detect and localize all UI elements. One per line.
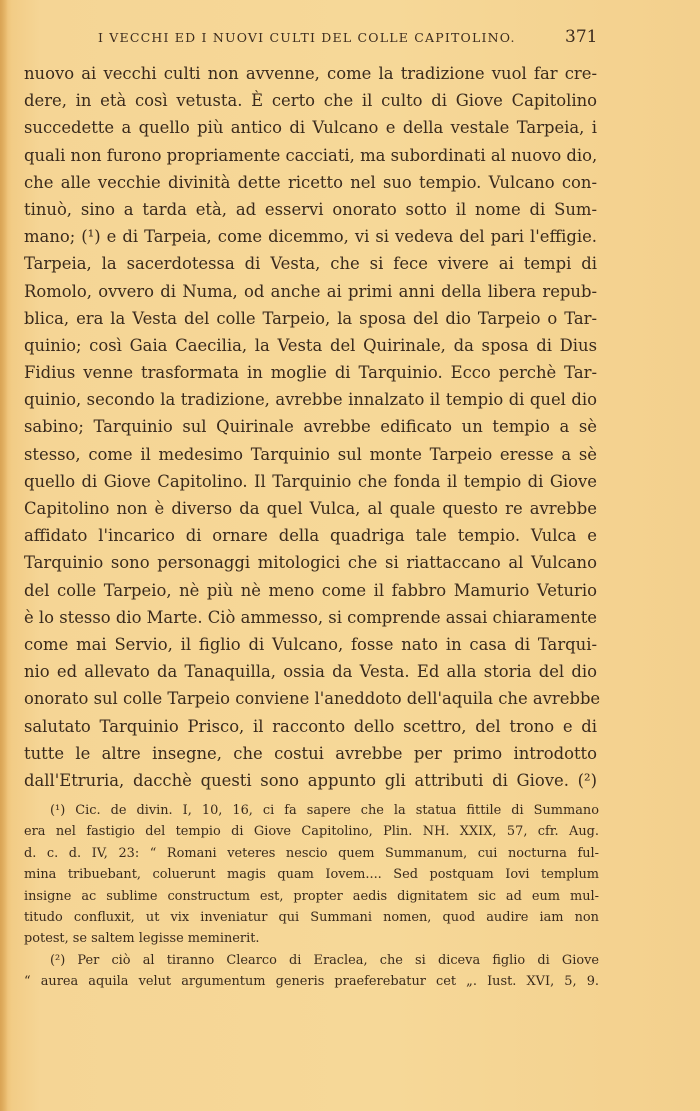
text-line: tutte le altre insegne, che costui avrebbe per primo introdotto [24, 743, 597, 763]
text-line: affidato l'incarico di ornare della quadriga tale tempio. Vulca e [24, 526, 597, 546]
text-line: che alle vecchie divinità dette ricetto nel suo tempio. Vulcano con- [24, 172, 597, 192]
text-line: dall'Etruria, dacchè questi sono appunto gli attributi di Giove. (²) [24, 770, 597, 790]
footnote-line: potest, se saltem legisse meminerit. [24, 931, 260, 947]
footnote-line: insigne ac sublime constructum est, propter aedis dignitatem sic ad eum mul- [24, 888, 599, 904]
text-line: del colle Tarpeio, nè più nè meno come il fabbro Mamurio Veturio [24, 580, 597, 600]
text-line: Capitolino non è diverso da quel Vulca, al quale questo re avrebbe [24, 499, 597, 518]
text-line: mano; (¹) e di Tarpeia, come dicemmo, vi si vedeva del pari l'effigie. [24, 227, 597, 247]
text-line: dere, in età così vetusta. È certo che il culto di Giove Capitolino [24, 91, 597, 111]
running-head [0, 27, 700, 51]
footnote-line: “ aurea aquila velut argumentum generis praeferebatur cet „. Iust. XVI, 5, 9. [24, 974, 599, 990]
text-line: succedette a quello più antico di Vulcano e della vestale Tarpeia, i [24, 118, 597, 138]
text-line: è lo stesso dio Marte. Ciò ammesso, si comprende assai chiaramente [24, 607, 597, 627]
page-number: 371 [565, 27, 598, 47]
text-line: quinio, secondo la tradizione, avrebbe innalzato il tempio di quel dio [24, 390, 597, 410]
footnote-line: (¹) Cic. de divin. I, 10, 16, ci fa sapere che la statua fittile di Summano [50, 803, 599, 818]
footnote-line: era nel fastigio del tempio di Giove Capitolino, Plin. NH. XXIX, 57, cfr. Aug. [24, 824, 599, 840]
text-line: Romolo, ovvero di Numa, od anche ai primi anni della libera repub- [24, 281, 597, 301]
text-line: blica, era la Vesta del colle Tarpeio, la sposa del dio Tarpeio o Tar- [24, 308, 597, 328]
text-line: Tarquinio sono personaggi mitologici che si riattaccano al Vulcano [24, 553, 597, 573]
footnote-line: titudo confluxit, ut vix inveniatur qui Summani nomen, quod audire iam non [24, 909, 599, 925]
text-line: quello di Giove Capitolino. Il Tarquinio che fonda il tempio di Giove [24, 471, 597, 491]
text-line: Fidius venne trasformata in moglie di Tarquinio. Ecco perchè Tar- [24, 363, 597, 383]
text-line: nuovo ai vecchi culti non avvenne, come la tradizione vuol far cre- [24, 64, 597, 83]
running-title: I VECCHI ED I NUOVI CULTI DEL COLLE CAPITOLINO. [98, 30, 516, 45]
footnote-line: mina tribuebant, coluerunt magis quam Iovem.... Sed postquam Iovi templum [24, 867, 599, 883]
text-line: quali non furono propriamente cacciati, ma subordinati al nuovo dio, [24, 145, 598, 165]
text-line: sabino; Tarquinio sul Quirinale avrebbe edificato un tempio a sè [24, 417, 597, 437]
text-line: come mai Servio, il figlio di Vulcano, fosse nato in casa di Tarqui- [24, 634, 597, 654]
text-line: tinuò, sino a tarda età, ad esservi onorato sotto il nome di Sum- [24, 199, 597, 219]
footnote-line: d. c. d. IV, 23: “ Romani veteres nescio quem Summanum, cui nocturna ful- [24, 845, 599, 861]
text-line: Tarpeia, la sacerdotessa di Vesta, che si fece vivere ai tempi di [24, 254, 597, 274]
footnotes [24, 800, 599, 993]
text-line: quinio; così Gaia Caecilia, la Vesta del Quirinale, da sposa di Dius [24, 335, 597, 355]
text-line: nio ed allevato da Tanaquilla, ossia da Vesta. Ed alla storia del dio [24, 662, 597, 682]
text-line: salutato Tarquinio Prisco, il racconto dello scettro, del trono e di [24, 716, 597, 736]
text-line: stesso, come il medesimo Tarquinio sul monte Tarpeio eresse a sè [24, 444, 597, 464]
body-text [24, 60, 601, 794]
text-line: onorato sul colle Tarpeio conviene l'aneddoto dell'aquila che avrebbe [24, 689, 601, 709]
footnote-line: (²) Per ciò al tiranno Clearco di Eraclea, che si diceva figlio di Giove [50, 952, 599, 968]
